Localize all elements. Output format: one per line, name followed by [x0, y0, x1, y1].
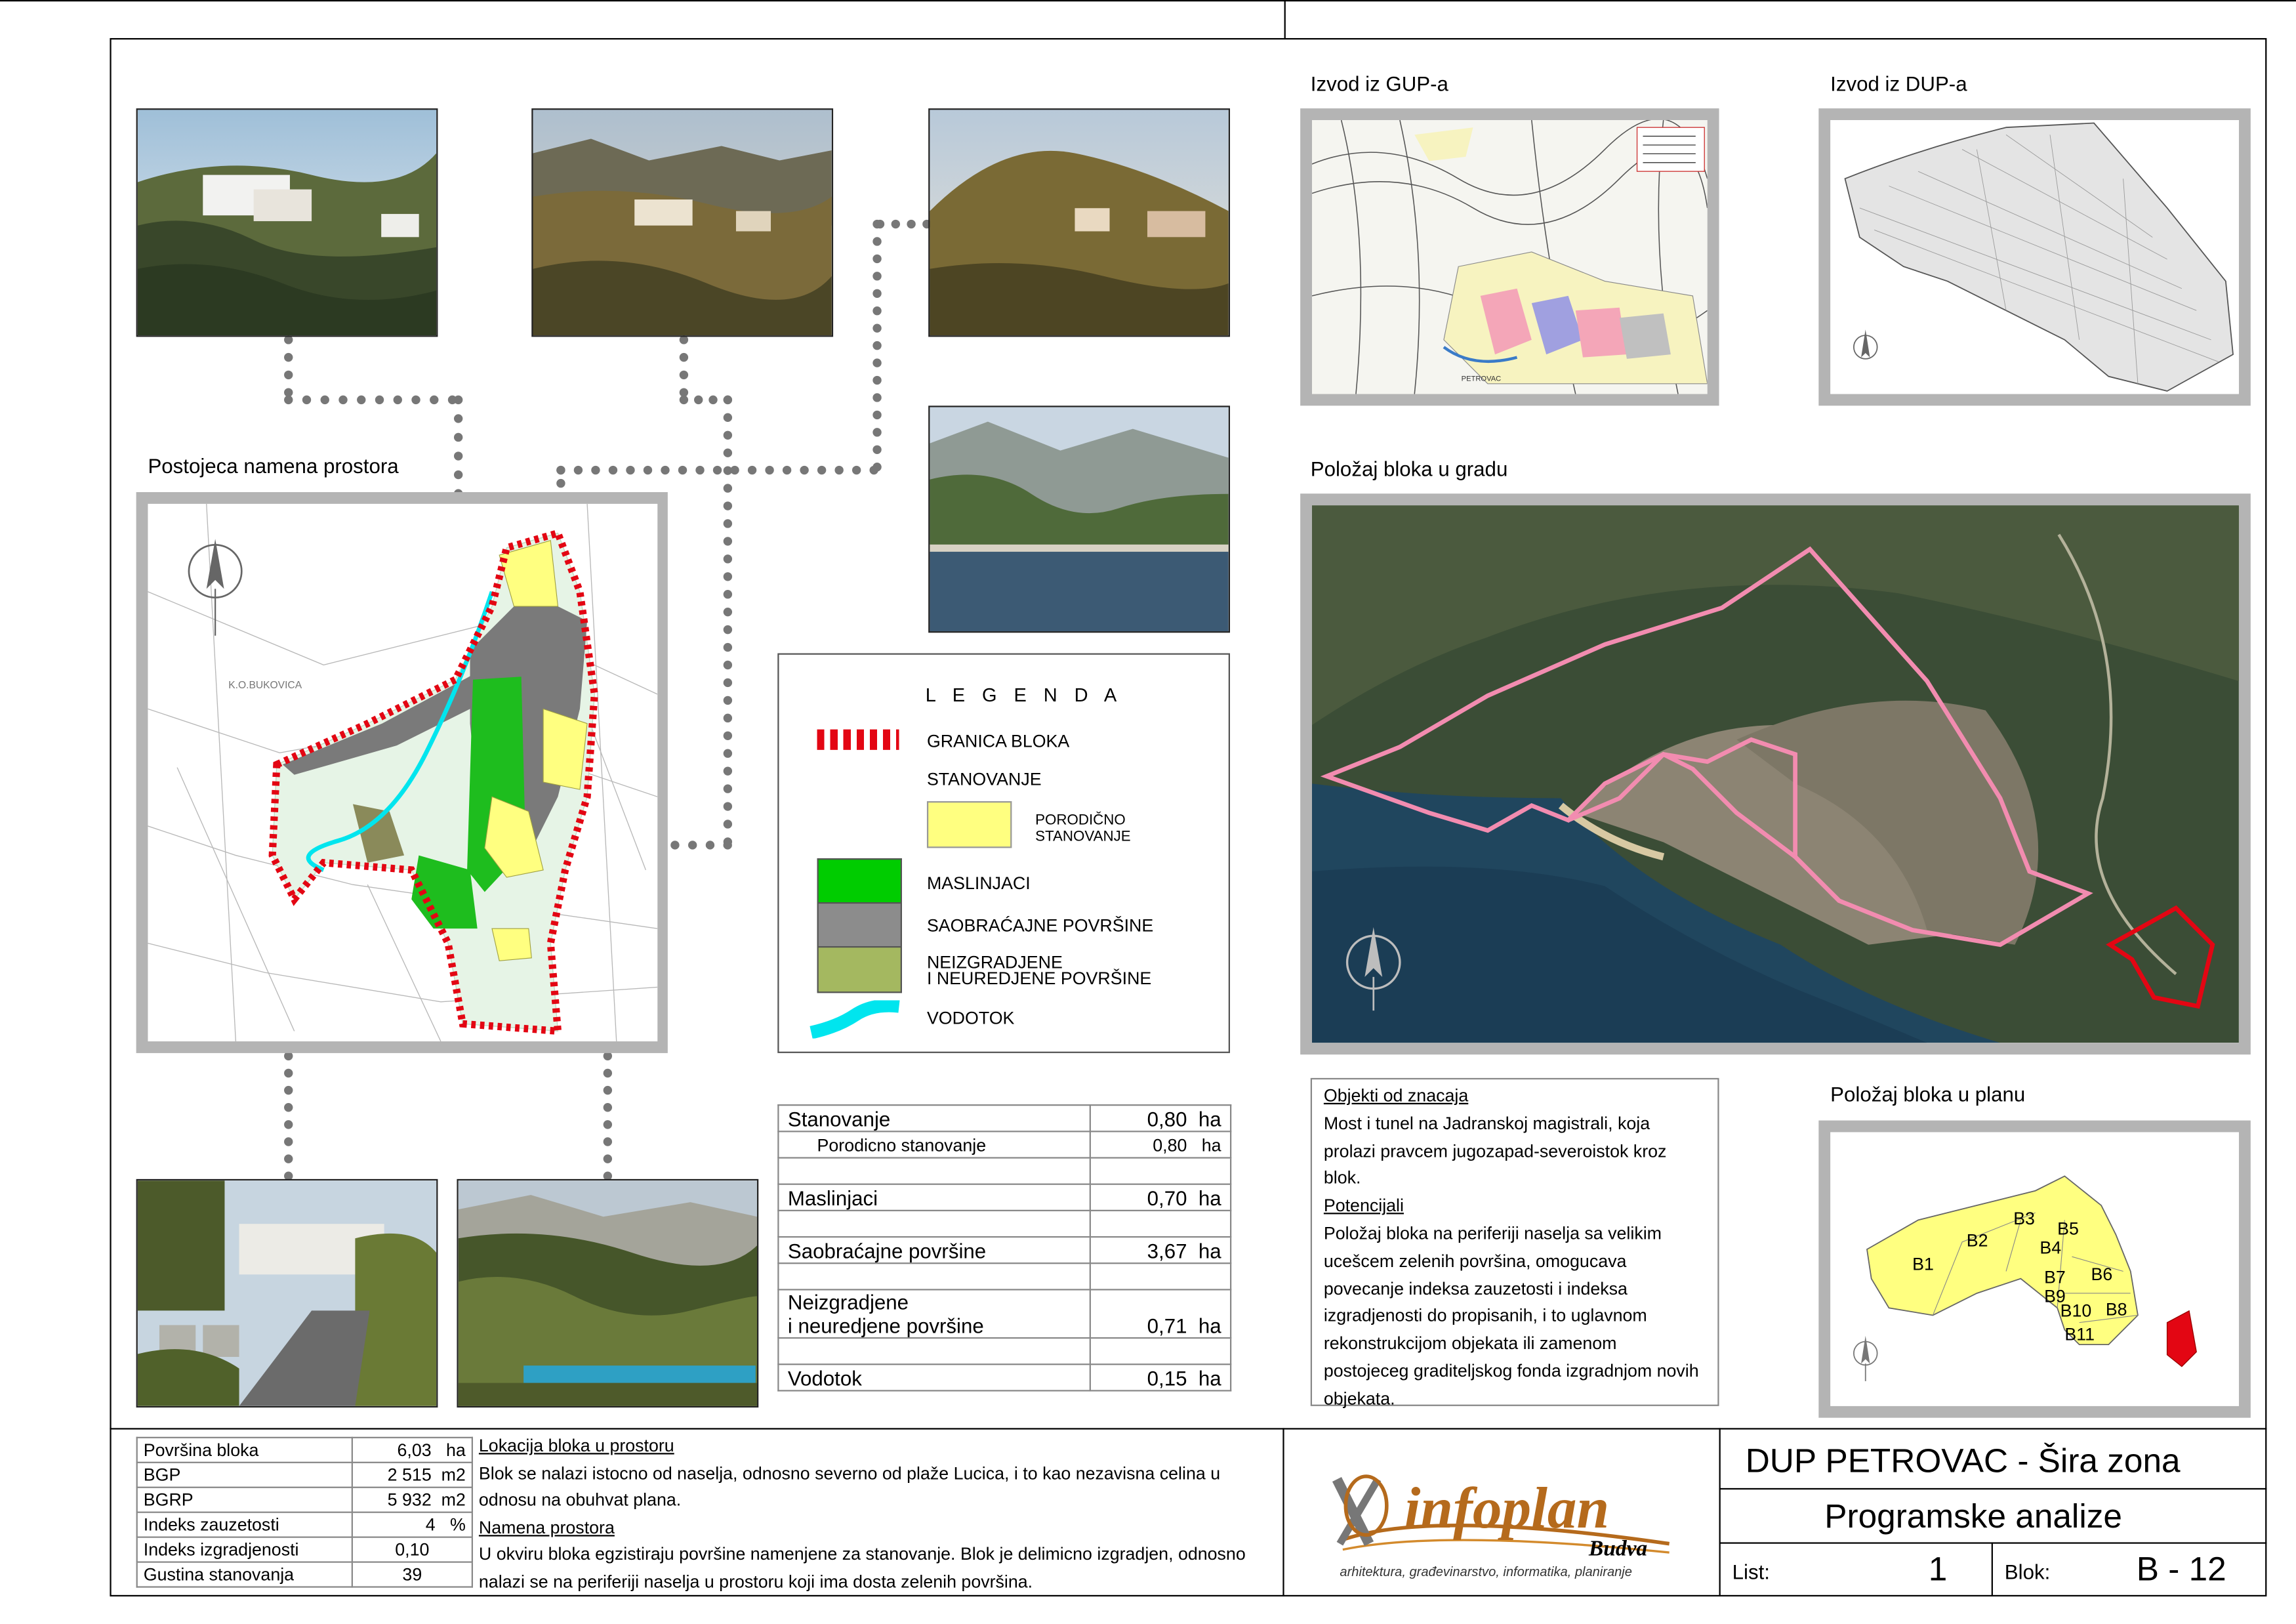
divider — [1719, 1488, 2267, 1489]
divider — [1719, 1428, 1721, 1596]
city-aerial-map — [1312, 505, 2239, 1043]
connector-line — [604, 1052, 612, 1180]
area-unit: ha — [1198, 1365, 1221, 1390]
site-photo-1 — [136, 108, 438, 337]
map-place-label: K.O.BUKOVICA — [228, 680, 302, 692]
sheet-number-label: List: — [1732, 1560, 1770, 1583]
table-row — [778, 1131, 1231, 1157]
stats-table — [136, 1437, 473, 1588]
area-label-2: i neuredjene površine — [787, 1314, 984, 1337]
area-value: 0,80 — [1153, 1134, 1187, 1156]
site-photo-4 — [928, 406, 1230, 633]
area-unit: ha — [1198, 1238, 1221, 1262]
stat-value: 4 — [425, 1514, 436, 1535]
legend-label-watercourse: VODOTOK — [926, 1007, 1015, 1028]
legend-label-traffic: SAOBRAĆAJNE POVRŠINE — [926, 915, 1154, 936]
legend-panel — [777, 654, 1230, 1053]
table-row — [778, 1105, 1231, 1131]
divider — [1282, 1428, 1284, 1596]
legend-label-olive-groves: MASLINJACI — [926, 873, 1031, 894]
logo-name: infoplan — [1404, 1474, 1610, 1541]
stat-unit: % — [450, 1514, 466, 1535]
legend-label-family-housing-1: PORODIČNO — [1035, 812, 1126, 829]
desc-text-use: U okviru bloka egzistiraju površine namenjene za stanovanje. Blok je delimicno izgradjen, odnosno nalazi se na periferiji naselja u prostoru koji ima dosta zelenih površina. — [478, 1543, 1246, 1592]
drawing-title: DUP PETROVAC - Šira zona — [1745, 1441, 2181, 1480]
plan-block-label: B4 — [2040, 1238, 2062, 1258]
legend-title: L E G E N D A — [925, 684, 1123, 706]
plan-block-label: B10 — [2060, 1301, 2092, 1321]
stat-unit: ha — [446, 1440, 466, 1461]
site-photo-2 — [531, 108, 833, 337]
area-label: Porodicno stanovanje — [778, 1131, 1090, 1157]
stat-label: Površina bloka — [137, 1438, 352, 1463]
dup-excerpt-heading: Izvod iz DUP-a — [1830, 72, 1967, 96]
table-row — [778, 1263, 1231, 1289]
block-in-plan-heading: Položaj bloka u planu — [1830, 1082, 2026, 1106]
top-border-tick — [1284, 0, 1286, 38]
legend-label-family-housing-2: STANOVANJE — [1035, 829, 1131, 845]
dup-map — [1830, 120, 2239, 394]
sheet-number-value: 1 — [1928, 1549, 1948, 1588]
info-text-potential: Položaj bloka na periferiji naselja sa velikim ucešcem zelenih površina, omogucava povecanje indeksa zauzetosti i indeksa izgradjenosti do propisanih, i to uglavnom rekonstrukcijom objekata ili zamenom postojeceg graditeljskog fonda izgradnjom novih objekata. — [1323, 1222, 1699, 1409]
gup-map — [1312, 120, 1708, 394]
connector-line — [680, 335, 688, 397]
area-label: Saobraćajne površine — [778, 1237, 1090, 1263]
site-photo-3 — [928, 108, 1230, 337]
table-row — [778, 1211, 1231, 1237]
connector-line — [724, 396, 732, 847]
area-value: 3,67 — [1147, 1238, 1187, 1262]
area-value: 0,15 — [1147, 1365, 1187, 1390]
table-row — [778, 1338, 1231, 1364]
undeveloped-swatch — [817, 946, 902, 993]
logo-mark-icon — [1337, 1476, 1387, 1544]
legend-label-undeveloped-1: NEIZGRADJENE — [926, 951, 1063, 973]
table-row — [137, 1463, 472, 1488]
site-photo-5 — [136, 1179, 438, 1407]
connector-line — [876, 220, 932, 228]
table-row — [137, 1438, 472, 1463]
table-row — [778, 1289, 1231, 1338]
area-value: 0,71 — [1147, 1314, 1187, 1337]
info-heading-objects: Objekti od znacaja — [1323, 1085, 1469, 1106]
block-id-label: Blok: — [2004, 1560, 2051, 1583]
plan-block-label: B6 — [2091, 1264, 2113, 1284]
table-row — [137, 1562, 472, 1587]
area-unit: ha — [1198, 1314, 1221, 1337]
table-row — [137, 1512, 472, 1537]
stat-label: Gustina stanovanja — [137, 1562, 352, 1587]
area-value: 0,80 — [1147, 1106, 1187, 1131]
existing-use-heading: Postojeca namena prostora — [148, 453, 399, 478]
table-row — [778, 1158, 1231, 1184]
stat-unit: m2 — [441, 1465, 466, 1486]
block-id-value: B - 12 — [2136, 1549, 2226, 1588]
connector-line — [284, 335, 293, 397]
plan-map — [1830, 1132, 2239, 1405]
stat-label: Indeks zauzetosti — [137, 1512, 352, 1537]
area-label: Maslinjaci — [778, 1184, 1090, 1211]
plan-block-label: B11 — [2064, 1324, 2095, 1344]
connector-line — [284, 396, 457, 404]
stat-label: BGRP — [137, 1488, 352, 1512]
description-panel — [479, 1432, 1277, 1595]
table-row — [137, 1537, 472, 1562]
divider — [1992, 1542, 1993, 1596]
drawing-subtitle: Programske analize — [1824, 1497, 2122, 1535]
plan-block-label: B9 — [2044, 1286, 2066, 1306]
logo-city: Budva — [1588, 1537, 1648, 1562]
stat-unit: m2 — [441, 1489, 466, 1510]
plan-block-label: B1 — [1912, 1254, 1934, 1274]
area-label: Stanovanje — [778, 1105, 1090, 1131]
desc-heading-location: Lokacija bloka u prostoru — [478, 1435, 674, 1456]
olive-groves-swatch — [817, 858, 902, 905]
table-row — [137, 1488, 472, 1512]
table-row — [778, 1237, 1231, 1263]
company-logo — [1311, 1465, 1713, 1593]
site-photo-6 — [457, 1179, 758, 1407]
gup-excerpt-heading: Izvod iz GUP-a — [1310, 72, 1448, 96]
area-label: Vodotok — [778, 1364, 1090, 1390]
connector-line — [556, 466, 878, 474]
stat-value: 2 515 — [387, 1465, 432, 1486]
connector-line — [454, 396, 462, 498]
area-table — [777, 1104, 1231, 1392]
connector-line — [872, 220, 881, 472]
table-row — [778, 1364, 1231, 1390]
info-panel — [1311, 1078, 1719, 1409]
area-unit: ha — [1198, 1106, 1221, 1131]
stat-label: Indeks izgradjenosti — [137, 1537, 352, 1562]
stat-value: 0,10 — [352, 1537, 472, 1562]
legend-label-housing: STANOVANJE — [926, 768, 1042, 790]
top-border-line — [0, 0, 2296, 1]
logo-tagline: arhitektura, građevinarstvo, informatika, planiranje — [1340, 1564, 1632, 1579]
traffic-swatch — [817, 902, 902, 949]
area-unit: ha — [1198, 1185, 1221, 1209]
area-label: Neizgradjene — [787, 1290, 909, 1314]
desc-text-location: Blok se nalazi istocno od naselja, odnosno severno od plaže Lucica, i to kao nezavisna celina u odnosu na obuhvat plana. — [478, 1462, 1221, 1510]
info-text-objects: Most i tunel na Jadranskoj magistrali, koja prolazi pravcem jugozapad-severoistok kroz blok. — [1323, 1112, 1667, 1189]
block-boundary-swatch — [817, 730, 899, 750]
plan-block-label: B3 — [2013, 1209, 2035, 1229]
connector-line — [284, 1052, 293, 1180]
stat-value: 6,03 — [397, 1440, 432, 1461]
family-housing-swatch — [927, 801, 1012, 848]
legend-label-boundary: GRANICA BLOKA — [926, 730, 1070, 752]
stat-value: 5 932 — [387, 1489, 432, 1510]
plan-block-label: B8 — [2105, 1299, 2127, 1320]
area-unit: ha — [1201, 1134, 1221, 1156]
desc-heading-use: Namena prostora — [478, 1516, 615, 1537]
block-in-city-heading: Položaj bloka u gradu — [1310, 457, 1508, 481]
info-heading-potential: Potencijali — [1323, 1195, 1404, 1217]
plan-block-label: B7 — [2044, 1267, 2066, 1287]
existing-use-map — [148, 504, 657, 1041]
stat-label: BGP — [137, 1463, 352, 1488]
stat-value: 39 — [352, 1562, 472, 1587]
area-value: 0,70 — [1147, 1185, 1187, 1209]
gup-place-label: PETROVAC — [1461, 375, 1502, 383]
plan-block-label: B5 — [2057, 1218, 2079, 1239]
table-row — [778, 1184, 1231, 1211]
watercourse-swatch — [808, 1001, 902, 1039]
plan-block-label: B2 — [1966, 1230, 1988, 1251]
legend-label-undeveloped-2: I NEUREDJENE POVRŠINE — [926, 968, 1152, 989]
